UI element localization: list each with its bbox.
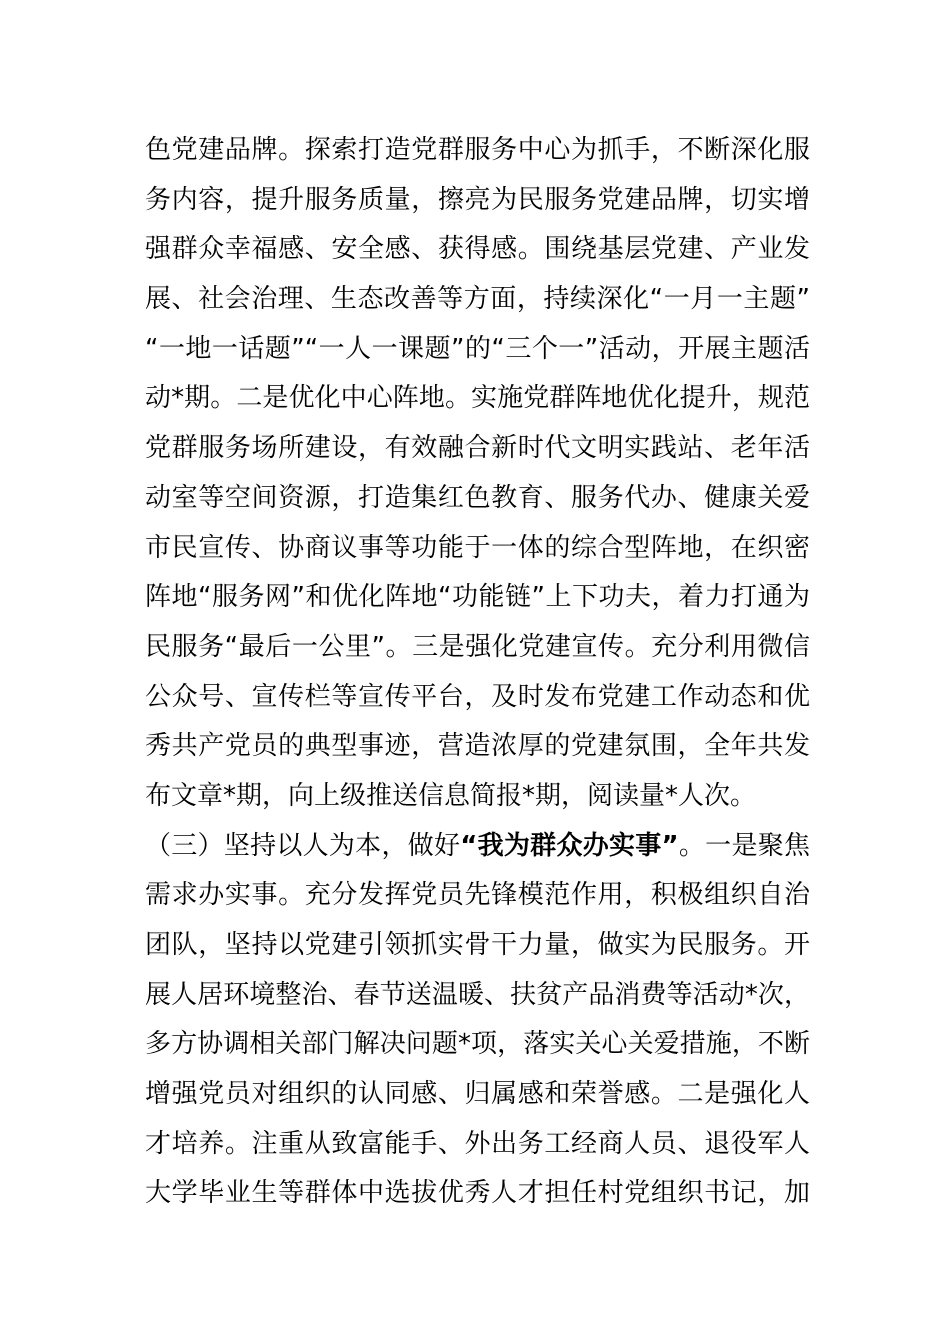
text-line: 动*期。二是优化中心阵地。实施党群阵地优化提升，规范 (145, 383, 810, 414)
section-heading-prefix: （三）坚持以人为本，做好 (145, 830, 461, 861)
text-line: 动室等空间资源，打造集红色教育、服务代办、健康关爱 (145, 482, 810, 513)
text-line: 增强党员对组织的认同感、归属感和荣誉感。二是强化人 (145, 1079, 810, 1110)
text-line: 色党建品牌。探索打造党群服务中心为抓手，不断深化服 (145, 135, 810, 165)
text-line: 公众号、宣传栏等宣传平台，及时发布党建工作动态和优 (145, 681, 810, 712)
body-text (145, 126, 810, 1219)
text-line: 党群服务场所建设，有效融合新时代文明实践站、老年活 (145, 433, 810, 464)
text-line: 展、社会治理、生态改善等方面，持续深化“一月一主题” (145, 284, 810, 315)
text-line: 多方协调相关部门解决问题*项，落实关心关爱措施，不断 (145, 1029, 810, 1060)
text-line: 团队，坚持以党建引领抓实骨干力量，做实为民服务。开 (145, 930, 810, 960)
text-line: 秀共产党员的典型事迹，营造浓厚的党建氛围，全年共发 (145, 731, 810, 762)
section-heading (145, 822, 810, 872)
text-line: 需求办实事。充分发挥党员先锋模范作用，积极组织自治 (145, 880, 810, 911)
text-line: 务内容，提升服务质量，擦亮为民服务党建品牌，切实增 (145, 184, 810, 215)
text-line: 展人居环境整治、春节送温暖、扶贫产品消费等活动*次， (145, 979, 810, 1010)
text-line: 强群众幸福感、安全感、获得感。围绕基层党建、产业发 (145, 234, 810, 265)
text-line: 大学毕业生等群体中选拔优秀人才担任村党组织书记，加 (145, 1178, 810, 1209)
text-line: 市民宣传、协商议事等功能于一体的综合型阵地，在织密 (145, 532, 810, 563)
section-heading-quote: “我为群众办实事” (460, 830, 679, 861)
text-line: “一地一话题”“一人一课题”的“三个一”活动，开展主题活 (145, 333, 810, 364)
text-line: 民服务“最后一公里”。三是强化党建宣传。充分利用微信 (145, 631, 810, 662)
section-heading-suffix: 。一是聚焦 (678, 830, 810, 861)
text-line: 布文章*期，向上级推送信息简报*期，阅读量*人次。 (145, 780, 757, 811)
text-line: 才培养。注重从致富能手、外出务工经商人员、退役军人 (145, 1128, 810, 1159)
text-line: 阵地“服务网”和优化阵地“功能链”上下功夫，着力打通为 (145, 582, 810, 613)
